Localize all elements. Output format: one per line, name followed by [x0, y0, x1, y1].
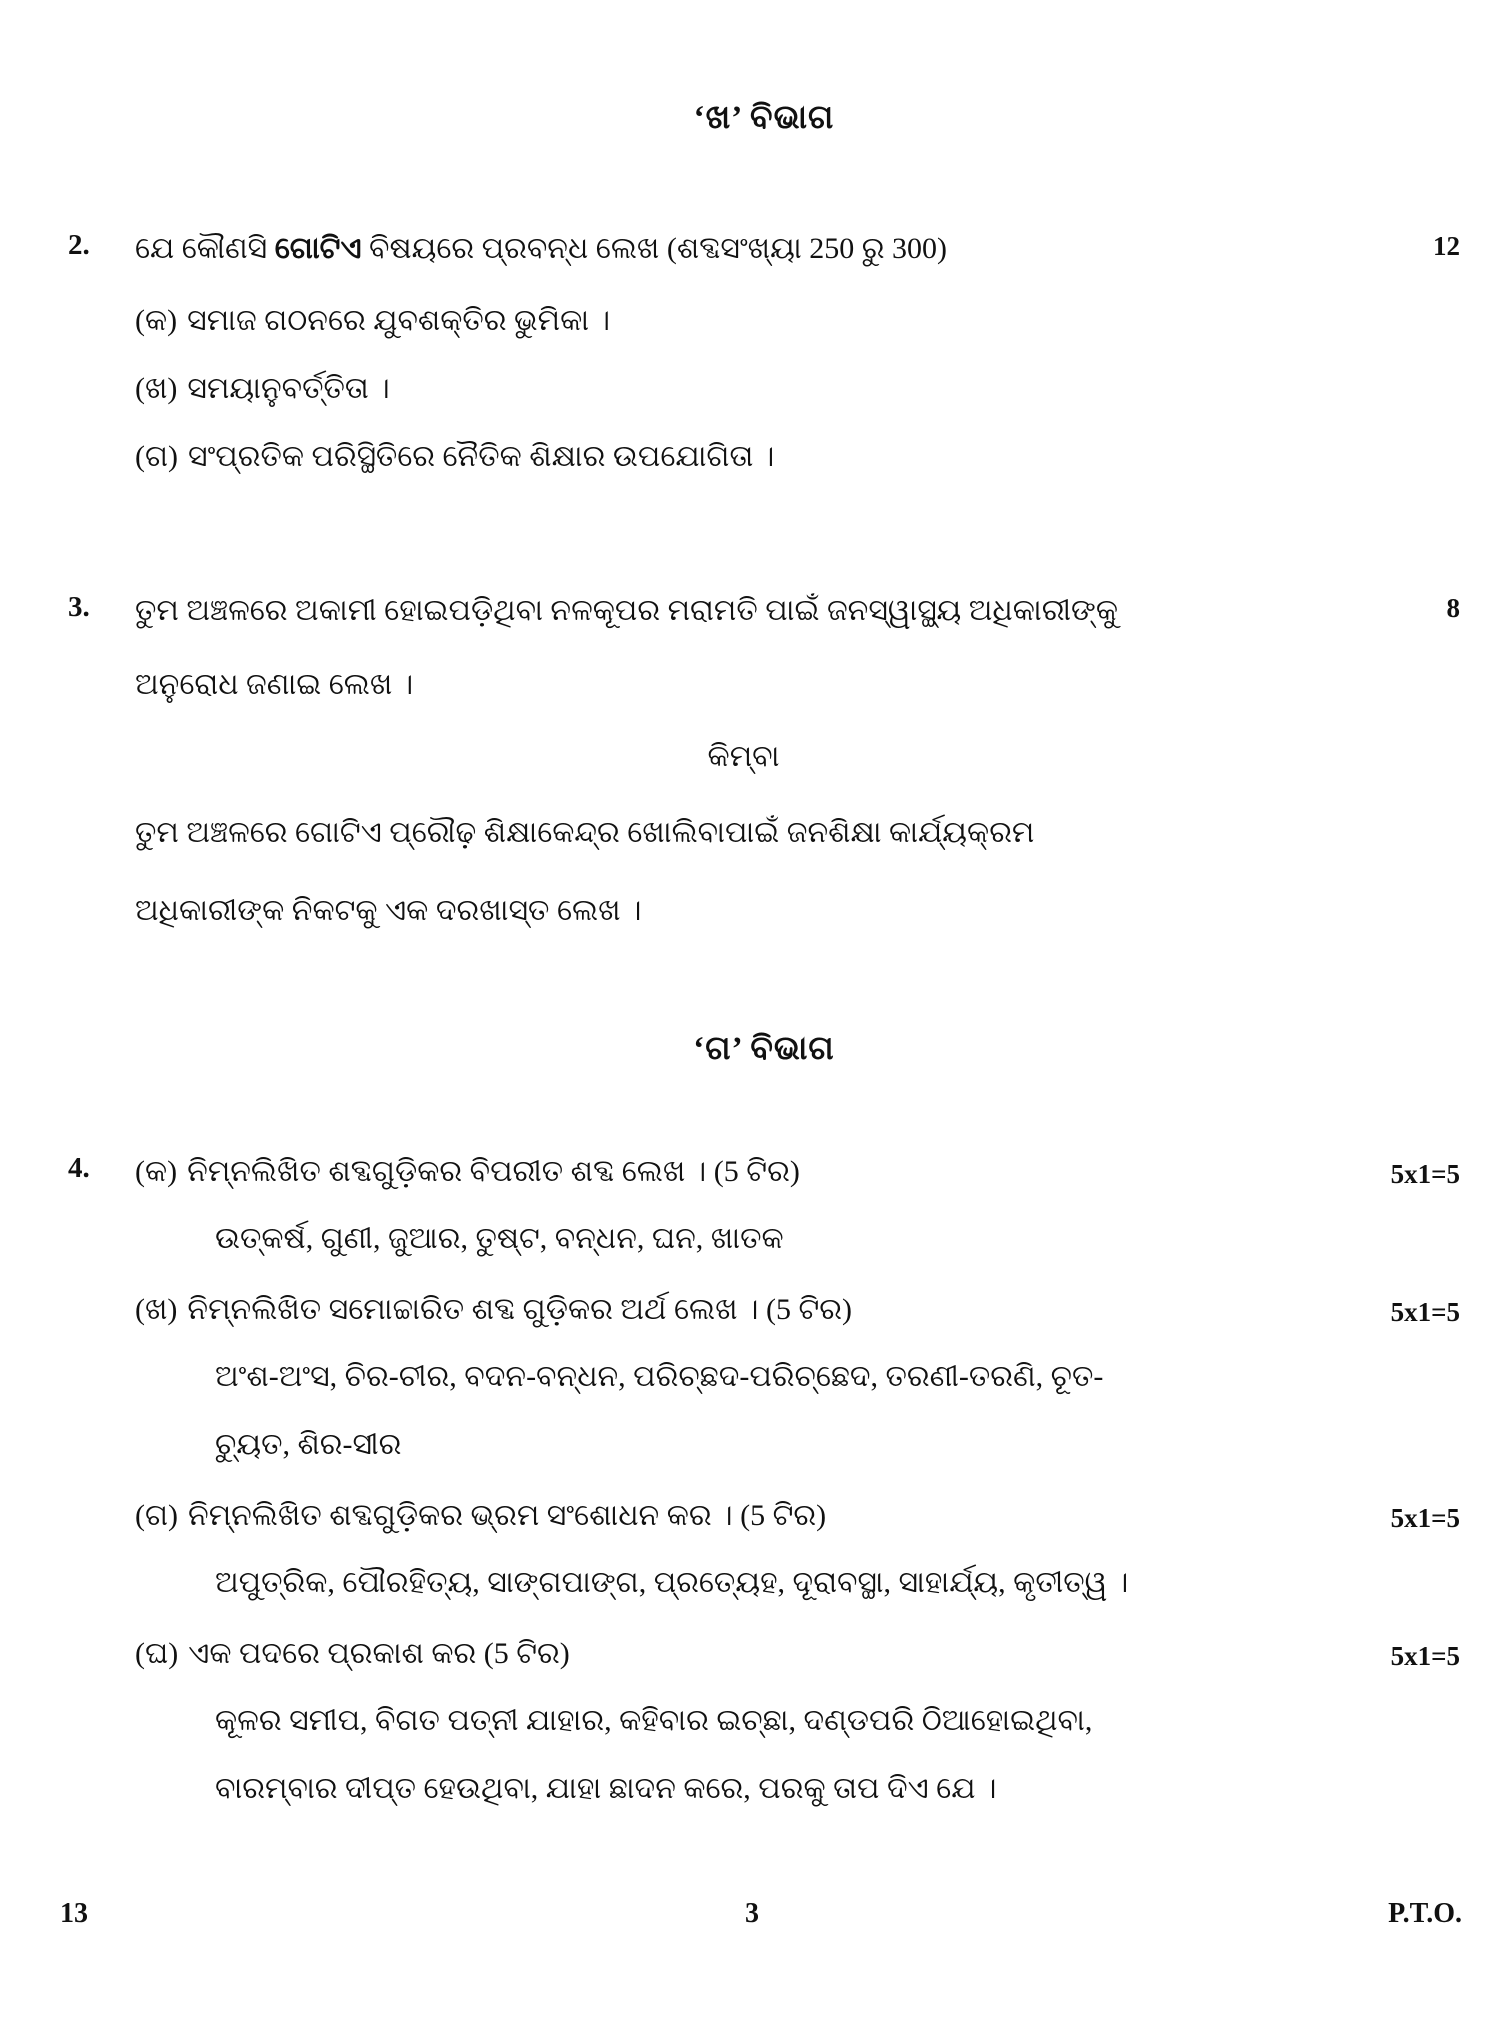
question-2-text-post: ବିଷୟରେ ପ୍ରବନ୍ଧ ଲେଖ (ଶବ୍ଦସଂଖ୍ୟା 250 ରୁ 300) [361, 232, 947, 265]
footer-booklet-number: 13 [60, 1898, 88, 1929]
section-kha-heading: ‘ଖ’ ବିଭାଗ [693, 100, 835, 136]
part-kha-text: ନିମ୍ନଲିଖିତ ସମୋଚ୍ଚାରିତ ଶବ୍ଦ ଗୁଡ଼ିକର ଅର୍ଥ ଲେଖ । (5 ଟିର) [187, 1293, 853, 1326]
part-ga-marks: 5x1=5 [1390, 1503, 1460, 1533]
page-footer [0, 1898, 1504, 1938]
part-ka-text: ନିମ୍ନଲିଖିତ ଶବ୍ଦଗୁଡ଼ିକର ବିପରୀତ ଶବ୍ଦ ଲେଖ । (5 ଟିର) [187, 1155, 800, 1188]
part-kha-label: (ଖ) [135, 1293, 178, 1326]
section-ga-heading: ‘ଗ’ ବିଭାଗ [693, 1031, 835, 1067]
part-gha-text: ଏକ ପଦରେ ପ୍ରକାଶ କର (5 ଟିର) [188, 1637, 570, 1670]
part-ka-words [135, 1216, 1460, 1262]
part-gha-label: (ଘ) [135, 1637, 179, 1670]
question-3 [68, 589, 1460, 935]
question-2-number: 2. [68, 229, 90, 261]
part-gha-words [135, 1698, 1460, 1812]
question-3-line2: ଅନୁରୋଧ ଜଣାଇ ଲେଖ । [135, 668, 414, 701]
question-3-alt-line2: ଅଧିକାରୀଙ୍କ ନିକଟକୁ ଏକ ଦରଖାସ୍ତ ଲେଖ । [135, 894, 642, 927]
part-gha-words-line2: ବାରମ୍ବାର ଦୀପ୍ତ ହେଉଥିବା, ଯାହା ଛାଦନ କରେ, ପରକୁ ତାପ ଦିଏ ଯେ । [215, 1772, 997, 1805]
question-3-marks: 8 [1446, 593, 1460, 623]
question-2-option-ga [135, 435, 1352, 479]
question-2-marks: 12 [1433, 231, 1460, 261]
question-4-body [135, 1150, 1460, 1834]
part-ga-label: (ଗ) [135, 1499, 179, 1532]
question-2-body [135, 227, 1352, 503]
question-2-text-pre: ଯେ କୌଣସି [135, 232, 275, 265]
part-ga-text: ନିମ୍ନଲିଖିତ ଶବ୍ଦଗୁଡ଼ିକର ଭ୍ରମ ସଂଶୋଧନ କର । (5 ଟିର) [188, 1499, 827, 1532]
part-ka-label: (କ) [135, 1155, 178, 1188]
question-2 [68, 227, 1460, 503]
question-2-text [135, 227, 1352, 271]
part-gha-marks: 5x1=5 [1390, 1641, 1460, 1671]
option-ka-text: ସମାଜ ଗଠନରେ ଯୁବଶକ୍ତିର ଭୁମିକା । [187, 304, 611, 337]
part-ka-words-line1: ଉତ୍କର୍ଷ, ଗୁଣୀ, ଜୁଆର, ତୁଷ୍ଟ, ବନ୍ଧନ, ଘନ, ଖାତକ [215, 1222, 784, 1255]
part-ka-marks: 5x1=5 [1390, 1159, 1460, 1189]
footer-pto-label: P.T.O. [1388, 1898, 1462, 1929]
part-gha-words-line1: କୂଳର ସମୀପ, ବିଗତ ପତ୍ନୀ ଯାହାର, କହିବାର ଇଚ୍ଛା, ଦଣ୍ଡପରି ଠିଆହୋଇଥିବା, [215, 1704, 1093, 1737]
question-3-body [135, 589, 1352, 935]
question-3-alt-line1: ତୁମ ଅଞ୍ଚଳରେ ଗୋଟିଏ ପ୍ରୌଢ଼ ଶିକ୍ଷାକେନ୍ଦ୍ର ଖୋଲିବାପାଇଁ ଜନଶିକ୍ଷା କାର୍ଯ୍ୟକ୍ରମ [135, 816, 1035, 849]
question-4 [68, 1150, 1460, 1834]
question-4-part-gha [135, 1632, 1460, 1678]
option-kha-text: ସମୟାନୁବର୍ତ୍ତିତା । [187, 372, 390, 405]
option-ga-text: ସଂପ୍ରତିକ ପରିସ୍ଥିତିରେ ନୈତିକ ଶିକ୍ଷାର ଉପଯୋଗିତା । [188, 440, 775, 473]
part-ga-words [135, 1560, 1460, 1606]
part-kha-marks: 5x1=5 [1390, 1297, 1460, 1327]
question-4-part-ga [135, 1494, 1460, 1540]
question-2-options [135, 299, 1352, 479]
question-4-part-ka [135, 1150, 1460, 1196]
question-3-or-label: କିମ୍ବା [707, 740, 780, 773]
question-3-number: 3. [68, 591, 90, 623]
question-2-option-kha [135, 367, 1352, 411]
question-2-bold-word: ଗୋଟିଏ [274, 232, 362, 265]
part-kha-words [135, 1354, 1460, 1468]
part-ga-words-line1: ଅପୁତ୍ରିକ, ପୌରହିତ୍ୟ, ସାଙ୍ଗପାଙ୍ଗ, ପ୍ରତ୍ୟେହ, ଦୂରାବସ୍ଥା, ସାହାର୍ଯ୍ୟ, କୃତୀତ୍ୱ । [215, 1566, 1129, 1599]
footer-page-number: 3 [745, 1898, 759, 1929]
question-4-part-kha [135, 1288, 1460, 1334]
option-kha-label: (ଖ) [135, 372, 178, 405]
question-4-number: 4. [68, 1152, 90, 1184]
option-ka-label: (କ) [135, 304, 178, 337]
question-3-line1: ତୁମ ଅଞ୍ଚଳରେ ଅକାମୀ ହୋଇପଡ଼ିଥିବା ନଳକୂପର ମରାମତି ପାଇଁ ଜନସ୍ୱାସ୍ଥ୍ୟ ଅଧିକାରୀଙ୍କୁ [135, 594, 1119, 627]
part-kha-words-line1: ଅଂଶ-ଅଂସ, ଚିର-ଚୀର, ବଦନ-ବନ୍ଧନ, ପରିଚ୍ଛଦ-ପରିଚ୍ଛେଦ, ତରଣୀ-ତରଣି, ଚୂତ- [215, 1360, 1104, 1393]
part-kha-words-line2: ଚ୍ୟୁତ, ଶିର-ସୀର [215, 1428, 402, 1461]
option-ga-label: (ଗ) [135, 440, 179, 473]
question-2-option-ka [135, 299, 1352, 343]
